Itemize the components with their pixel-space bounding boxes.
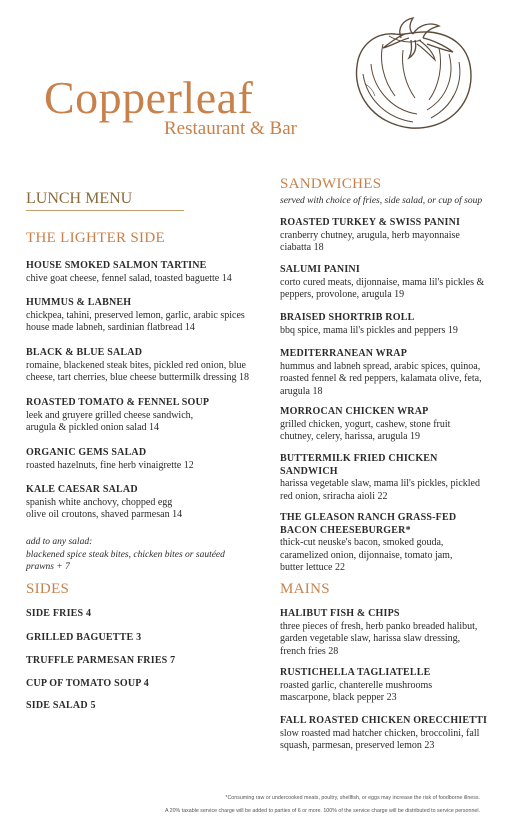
side-item: SIDE FRIES 4 [26, 608, 92, 619]
menu-item [280, 453, 480, 503]
item-desc: roasted hazelnuts, fine herb vinaigrette 12 [26, 459, 194, 471]
item-desc: ciabatta 18 [280, 242, 324, 254]
item-desc: french fries 28 [280, 645, 339, 657]
item-name-cont: SANDWICH [280, 465, 338, 477]
item-desc: cranberry chutney, arugula, herb mayonnaise [280, 229, 460, 241]
item-desc: olive oil croutons, shaved parmesan 14 [26, 509, 183, 521]
sandwiches-heading: SANDWICHES [280, 176, 382, 192]
item-desc: chutney, celery, harissa, arugula 19 [280, 431, 421, 443]
item-desc: arugula 18 [280, 385, 323, 397]
item-desc: chive goat cheese, fennel salad, toasted baguette 14 [26, 272, 232, 284]
item-desc: red onion, sriracha aioli 22 [280, 490, 388, 502]
item-name: HUMMUS & LABNEH [26, 297, 132, 308]
menu-item [280, 512, 456, 575]
item-name: MORROCAN CHICKEN WRAP [280, 406, 429, 417]
item-name: ROASTED TOMATO & FENNEL SOUP [26, 397, 210, 408]
item-desc: garden vegetable slaw, harissa slaw dressing, [280, 633, 461, 645]
service-charge-note: A 20% taxable service charge will be added to parties of 6 or more. 100% of the service charge will be distributed to service personnel. [164, 808, 480, 814]
sandwiches-subtitle: served with choice of fries, side salad, or cup of soup [280, 196, 483, 206]
item-desc: butter lettuce 22 [280, 562, 345, 574]
item-desc: grilled chicken, yogurt, cashew, stone fruit [280, 418, 451, 430]
lunch-menu-title: LUNCH MENU [26, 190, 133, 207]
menu-item [280, 312, 458, 337]
item-desc: harissa vegetable slaw, mama lil's pickles, pickled [280, 478, 480, 490]
menu-item [26, 447, 194, 472]
menu-item [280, 406, 450, 444]
side-item: TRUFFLE PARMESAN FRIES 7 [26, 655, 176, 666]
restaurant-subtitle: Restaurant & Bar [164, 118, 297, 139]
item-desc: hummus and labneh spread, arabic spices, quinoa, [280, 360, 481, 372]
item-desc: house made labneh, sardinian flatbread 14 [26, 322, 195, 334]
menu-item [280, 348, 482, 398]
item-desc: bbq spice, mama lil's pickles and peppers 19 [280, 324, 458, 336]
item-desc: slow roasted mad hatcher chicken, broccolini, fall [280, 727, 480, 739]
item-desc: cheese, tart cherries, blue cheese buttermilk dressing 18 [26, 372, 249, 384]
menu-item [280, 264, 484, 302]
item-desc: leek and gruyere grilled cheese sandwich, [26, 409, 194, 421]
item-name: ORGANIC GEMS SALAD [26, 447, 147, 458]
menu-item [26, 260, 232, 285]
side-item: SIDE SALAD 5 [26, 700, 96, 711]
item-desc: peppers, provolone, arugula 19 [280, 289, 405, 301]
item-name: BLACK & BLUE SALAD [26, 347, 143, 358]
salad-add-on-note [26, 536, 225, 574]
item-desc: corto cured meats, dijonnaise, mama lil's pickles & [280, 276, 485, 288]
add-on-line: prawns + 7 [26, 562, 70, 573]
item-desc: arugula & pickled onion salad 14 [26, 422, 160, 434]
item-name: SALUMI PANINI [280, 264, 360, 275]
mains-heading: MAINS [280, 581, 330, 597]
item-desc: spanish white anchovy, chopped egg [26, 496, 173, 508]
item-name: ROASTED TURKEY & SWISS PANINI [280, 217, 461, 228]
item-desc: mascarpone, black pepper 23 [280, 692, 397, 704]
menu-item [280, 608, 477, 658]
menu-item [26, 297, 245, 335]
item-name: HOUSE SMOKED SALMON TARTINE [26, 260, 207, 271]
item-name: BRAISED SHORTRIB ROLL [280, 312, 415, 323]
item-name: RUSTICHELLA TAGLIATELLE [280, 667, 431, 678]
menu-item [280, 667, 432, 705]
item-name: MEDITERRANEAN WRAP [280, 348, 408, 359]
menu-item [280, 217, 460, 255]
lighter-side-heading: THE LIGHTER SIDE [26, 230, 165, 246]
side-item: GRILLED BAGUETTE 3 [26, 632, 142, 643]
menu-item [26, 397, 209, 435]
item-desc: romaine, blackened steak bites, pickled red onion, blue [26, 359, 246, 371]
add-on-line: blackened spice steak bites, chicken bites or sautéed [26, 549, 225, 560]
item-desc: roasted garlic, chanterelle mushrooms [280, 679, 433, 691]
item-desc: chickpea, tahini, preserved lemon, garlic, arabic spices [26, 309, 245, 321]
item-desc: roasted fennel & red peppers, kalamata olive, feta, [280, 373, 482, 385]
item-desc: three pieces of fresh, herb panko breaded halibut, [280, 620, 478, 632]
add-on-label: add to any salad: [26, 537, 93, 547]
tomato-illustration-icon [343, 14, 476, 132]
title-divider [26, 210, 184, 211]
sides-heading: SIDES [26, 581, 70, 597]
restaurant-name: Copperleaf [44, 72, 254, 123]
item-desc: thick-cut neuske's bacon, smoked gouda, [280, 537, 444, 549]
item-name: HALIBUT FISH & CHIPS [280, 608, 400, 619]
item-name-cont: BACON CHEESEBURGER* [280, 524, 411, 536]
item-name: KALE CAESAR SALAD [26, 484, 138, 495]
item-name: FALL ROASTED CHICKEN ORECCHIETTI [280, 715, 488, 726]
foodborne-illness-disclaimer: *Consuming raw or undercooked meats, poultry, shellfish, or eggs may increase the risk of foodborne illness. [225, 795, 480, 801]
menu-item [26, 484, 182, 522]
brand-logo [44, 72, 297, 139]
item-desc: squash, parmesan, preserved lemon 23 [280, 740, 435, 752]
item-desc: caramelized onion, dijonnaise, tomato jam, [280, 549, 453, 561]
item-name: BUTTERMILK FRIED CHICKEN [280, 453, 438, 464]
side-item: CUP OF TOMATO SOUP 4 [26, 678, 149, 689]
item-name: THE GLEASON RANCH GRASS-FED [280, 512, 457, 523]
menu-item [280, 715, 487, 753]
menu-item [26, 347, 249, 385]
